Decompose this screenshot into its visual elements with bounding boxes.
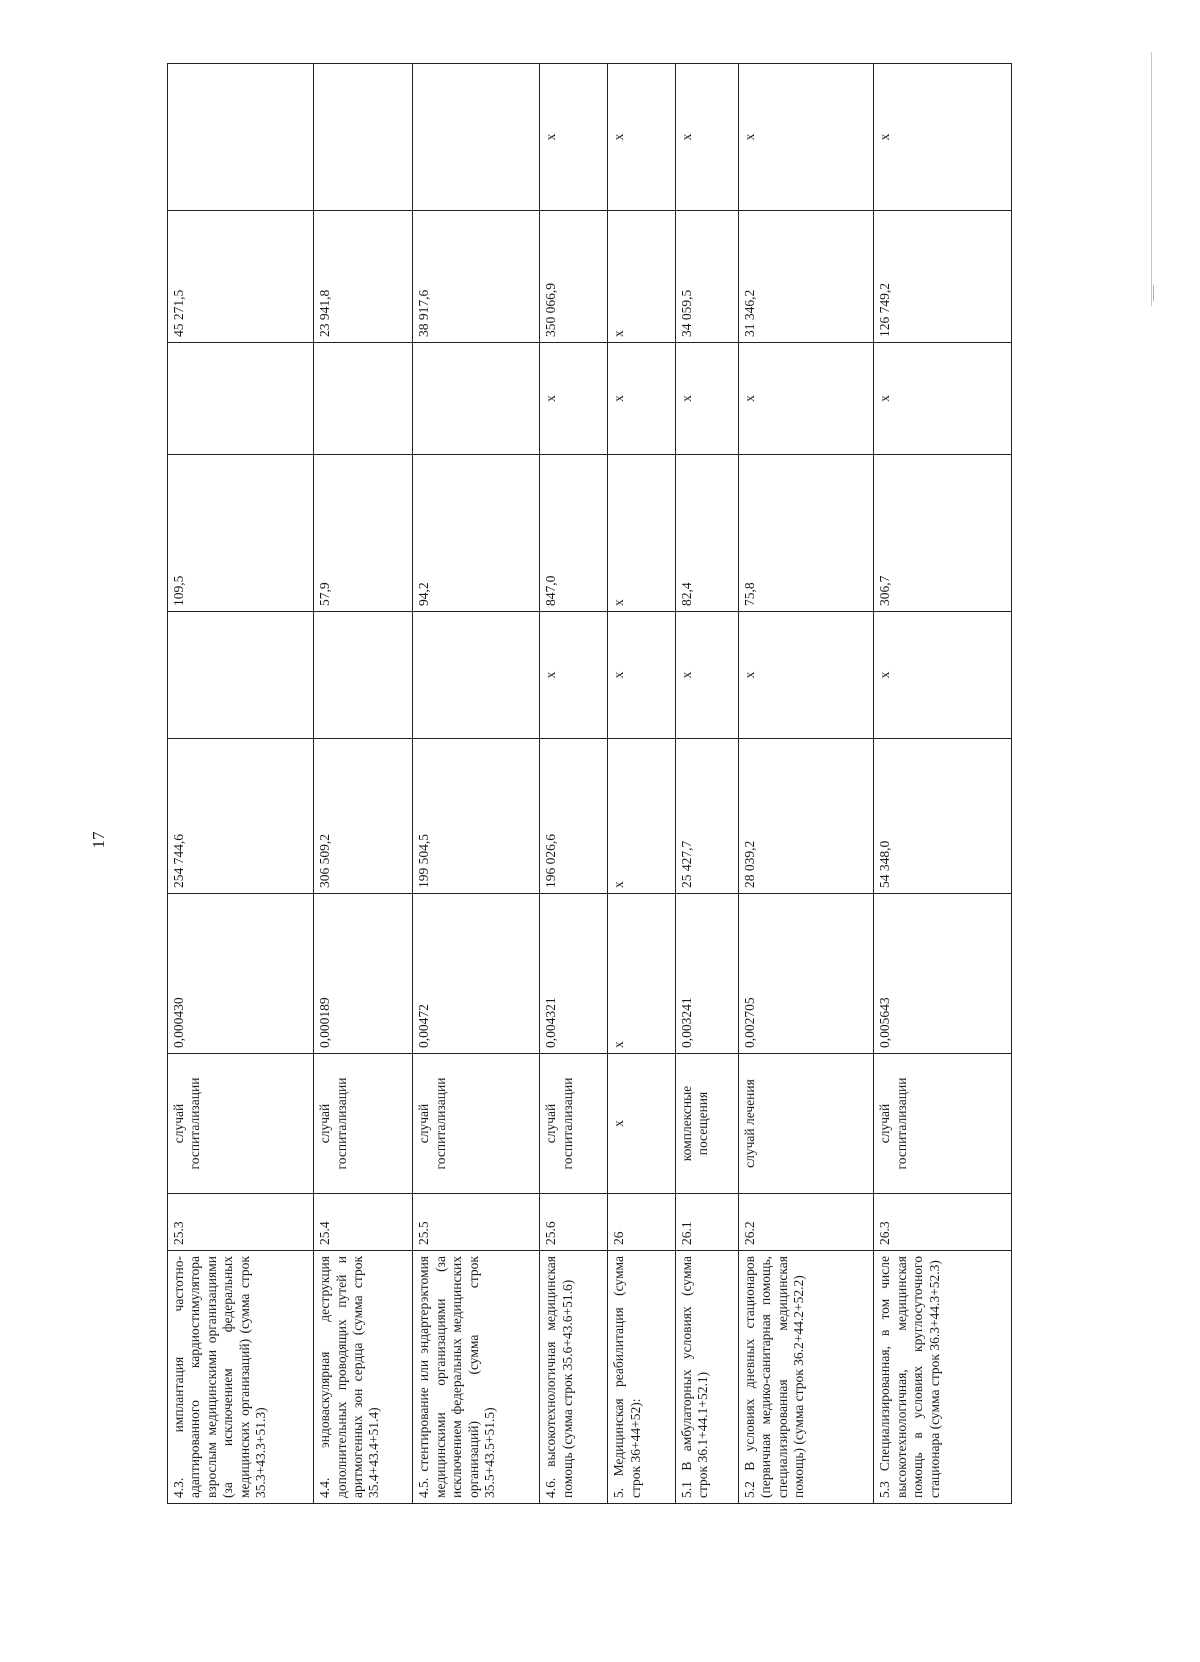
row-col-9: 126 749,2 — [874, 211, 1012, 343]
table-row — [314, 64, 413, 1504]
row-col-10 — [413, 64, 540, 211]
row-description: 5.2 В условиях дневных стационаров (первичная медико-санитарная помощь, специализированная медицинская помощь) (сумма строк 36.2+44.2+52.2) — [738, 1251, 874, 1504]
row-col-10: х — [608, 64, 676, 211]
row-description: 5.1 В амбулаторных условиях (сумма строк 36.1+44.1+52.1) — [676, 1251, 739, 1504]
table-row — [738, 64, 874, 1504]
row-col-8: х — [608, 343, 676, 455]
row-unit: случай госпитализации — [168, 1054, 314, 1194]
row-col-6: х — [608, 612, 676, 739]
rotated-table-container — [167, 64, 1012, 1504]
row-line-number: 25.4 — [314, 1194, 413, 1251]
row-cost-norm: х — [608, 739, 676, 894]
row-volume-norm: 0,00472 — [413, 894, 540, 1054]
row-unit: комплексные посещения — [676, 1054, 739, 1194]
row-col-7: х — [608, 455, 676, 612]
row-line-number: 25.5 — [413, 1194, 540, 1251]
row-col-10: х — [676, 64, 739, 211]
row-col-9: 31 346,2 — [738, 211, 874, 343]
row-line-number: 26 — [608, 1194, 676, 1251]
row-volume-norm: 0,003241 — [676, 894, 739, 1054]
row-col-9: 34 059,5 — [676, 211, 739, 343]
row-col-6 — [168, 612, 314, 739]
row-description: 4.5. стентирование или эндартерэктомия медицинскими организациями (за исключением федеральных медицинских организаций) (сумма строк 35.5+43.5+51.5) — [413, 1251, 540, 1504]
row-col-6: х — [676, 612, 739, 739]
row-description: 4.6. высокотехнологичная медицинская помощь (сумма строк 35.6+43.6+51.6) — [540, 1251, 608, 1504]
row-col-10: х — [874, 64, 1012, 211]
row-col-8: х — [540, 343, 608, 455]
row-col-8: х — [738, 343, 874, 455]
row-col-9: 38 917,6 — [413, 211, 540, 343]
row-col-6: х — [874, 612, 1012, 739]
row-line-number: 26.3 — [874, 1194, 1012, 1251]
row-cost-norm: 28 039,2 — [738, 739, 874, 894]
row-col-7: 94,2 — [413, 455, 540, 612]
row-col-9: 350 066,9 — [540, 211, 608, 343]
row-col-9: 45 271,5 — [168, 211, 314, 343]
row-col-6 — [413, 612, 540, 739]
table-row — [168, 64, 314, 1504]
row-cost-norm: 25 427,7 — [676, 739, 739, 894]
row-description: 4.3. имплантация частотно-адаптированного кардиостимулятора взрослым медицинскими организациями (за исключением федеральных медицинских организаций) (сумма строк 35.3+43.3+51.3) — [168, 1251, 314, 1504]
row-volume-norm: 0,004321 — [540, 894, 608, 1054]
row-col-8 — [168, 343, 314, 455]
row-line-number: 25.3 — [168, 1194, 314, 1251]
row-cost-norm: 199 504,5 — [413, 739, 540, 894]
row-volume-norm: 0,005643 — [874, 894, 1012, 1054]
row-volume-norm: 0,002705 — [738, 894, 874, 1054]
row-col-10 — [314, 64, 413, 211]
row-unit: случай госпитализации — [874, 1054, 1012, 1194]
row-col-10: х — [738, 64, 874, 211]
row-volume-norm: х — [608, 894, 676, 1054]
row-col-6 — [314, 612, 413, 739]
row-col-9: х — [608, 211, 676, 343]
row-col-6: х — [738, 612, 874, 739]
row-col-8 — [314, 343, 413, 455]
row-col-8: х — [676, 343, 739, 455]
row-col-10: х — [540, 64, 608, 211]
row-description: 4.4. эндоваскулярная деструкция дополнительных проводящих путей и аритмогенных зон сердца (сумма строк 35.4+43.4+51.4) — [314, 1251, 413, 1504]
row-unit: случай лечения — [738, 1054, 874, 1194]
row-line-number: 26.1 — [676, 1194, 739, 1251]
row-col-10 — [168, 64, 314, 211]
row-volume-norm: 0,000430 — [168, 894, 314, 1054]
row-description: 5.3 Специализированная, в том числе высокотехнологичная, медицинская помощь в условиях круглосуточного стационара (сумма строк 36.3+44.3+52.3) — [874, 1251, 1012, 1504]
row-col-6: х — [540, 612, 608, 739]
row-line-number: 25.6 — [540, 1194, 608, 1251]
row-col-7: 82,4 — [676, 455, 739, 612]
row-volume-norm: 0,000189 — [314, 894, 413, 1054]
row-col-7: 109,5 — [168, 455, 314, 612]
scan-edge-line — [1151, 52, 1152, 306]
row-cost-norm: 254 744,6 — [168, 739, 314, 894]
row-unit: случай госпитализации — [540, 1054, 608, 1194]
row-col-9: 23 941,8 — [314, 211, 413, 343]
row-cost-norm: 306 509,2 — [314, 739, 413, 894]
row-line-number: 26.2 — [738, 1194, 874, 1251]
row-col-8 — [413, 343, 540, 455]
scan-edge-line — [1153, 285, 1154, 301]
row-col-7: 306,7 — [874, 455, 1012, 612]
table-row — [413, 64, 540, 1504]
row-cost-norm: 196 026,6 — [540, 739, 608, 894]
table-row — [540, 64, 608, 1504]
row-unit: случай госпитализации — [413, 1054, 540, 1194]
table-row — [676, 64, 739, 1504]
row-unit: х — [608, 1054, 676, 1194]
row-col-7: 847,0 — [540, 455, 608, 612]
table-row — [608, 64, 676, 1504]
row-col-7: 75,8 — [738, 455, 874, 612]
row-cost-norm: 54 348,0 — [874, 739, 1012, 894]
table-row — [874, 64, 1012, 1504]
row-col-8: х — [874, 343, 1012, 455]
data-table — [167, 63, 1012, 1504]
row-col-7: 57,9 — [314, 455, 413, 612]
row-description: 5. Медицинская реабилитация (сумма строк 36+44+52): — [608, 1251, 676, 1504]
row-unit: случай госпитализации — [314, 1054, 413, 1194]
page-number: 17 — [89, 831, 108, 849]
